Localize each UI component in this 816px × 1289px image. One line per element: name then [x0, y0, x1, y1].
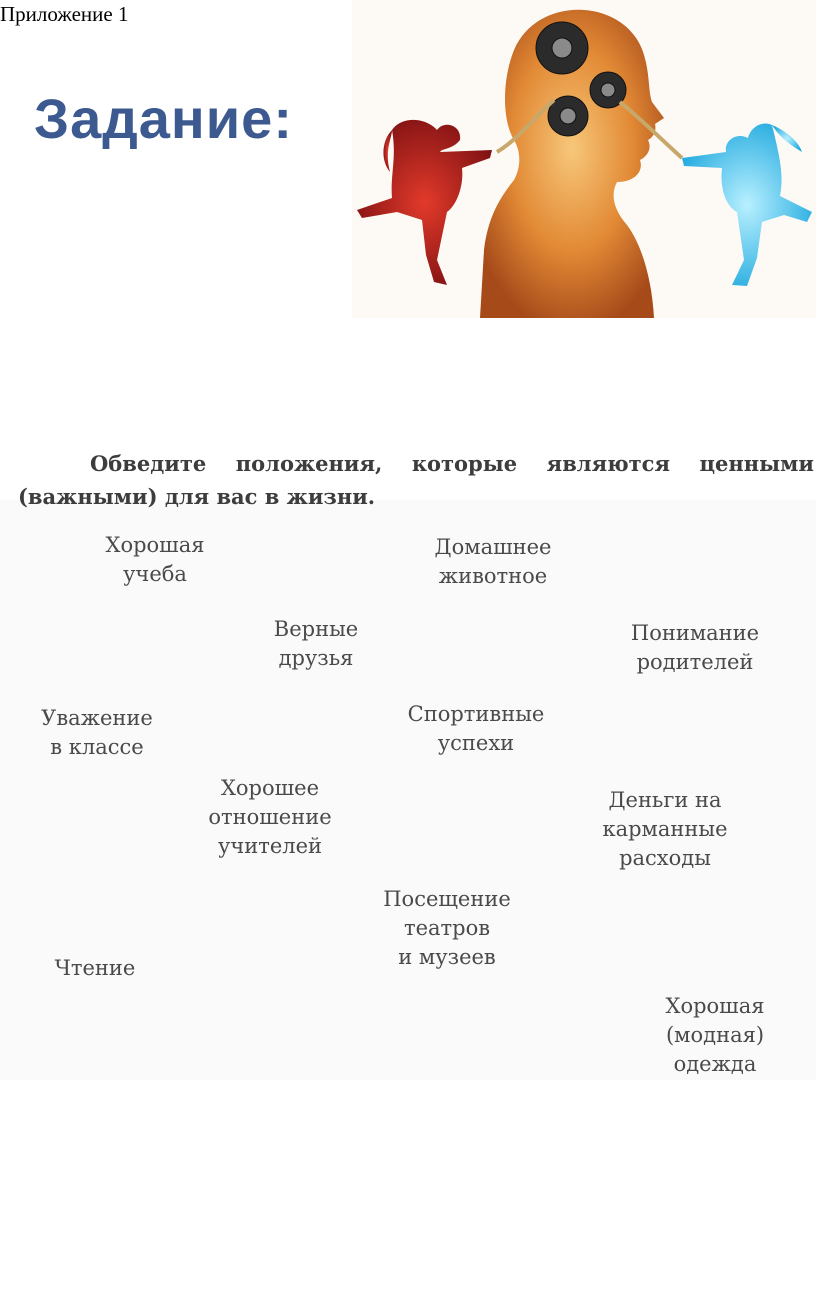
- instruction-text: Обведите положения, которые являются ценными (важными) для вас в жизни.: [18, 451, 814, 509]
- value-item: Хорошая (модная) одежда: [665, 994, 765, 1076]
- value-item: Домашнее животное: [434, 535, 552, 588]
- value-item: Верные друзья: [273, 617, 359, 670]
- appendix-label: Приложение 1: [0, 2, 129, 26]
- value-item: Посещение театров и музеев: [383, 887, 511, 969]
- value-item: Деньги на карманные расходы: [602, 788, 728, 870]
- head-gears-cupids-illustration: [352, 0, 816, 318]
- value-item: Хорошая учеба: [105, 533, 205, 586]
- value-item: Хорошее отношение учителей: [208, 776, 332, 858]
- value-item: Уважение в классе: [41, 706, 153, 759]
- task-title: Задание:: [34, 87, 293, 150]
- value-item: Понимание родителей: [630, 621, 760, 674]
- value-item: Спортивные успехи: [407, 702, 545, 755]
- value-item: Чтение: [54, 956, 136, 980]
